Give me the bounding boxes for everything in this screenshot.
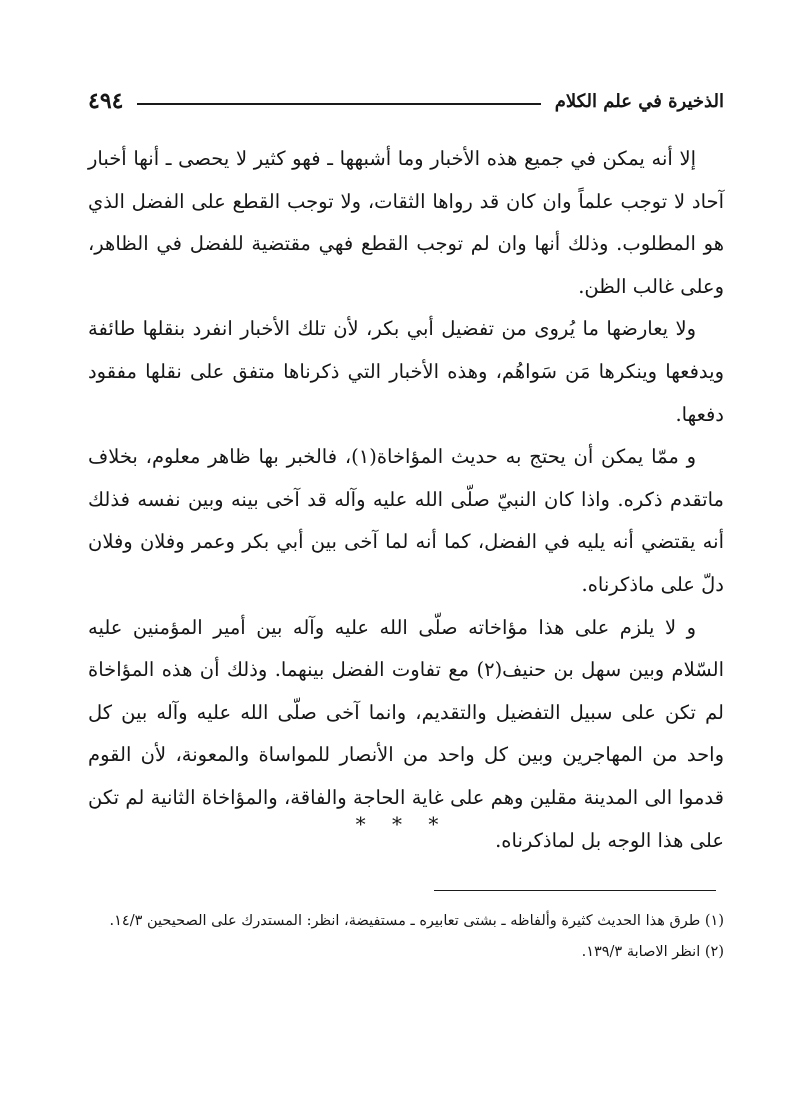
footnote: (١) طرق هذا الحديث كثيرة وألفاظه ـ بشتى تعابيره ـ مستفيضة، انظر: المستدرك على الصحيحين ١٤/٣. (109, 913, 724, 929)
paragraph: إلا أنه يمكن في جميع هذه الأخبار وما أشبهها ـ فهو كثير لا يحصى ـ أنها أخبار آحاد لا توجب علماً وان كان قد رواها الثقات، ولا توجب القطع على الفضل الذي هو المطلوب. وذلك أنها وان لم توجب القطع فهي مقتضية للفضل في الظاهر، وعلى غالب الظن. (88, 147, 724, 298)
section-separator: * * * (355, 812, 449, 836)
header-rule (137, 103, 540, 105)
footnote-rule (434, 890, 716, 891)
page-number: ٤٩٤ (88, 88, 124, 114)
paragraph: ولا يعارضها ما يُروى من تفضيل أبي بكر، لأن تلك الأخبار انفرد بنقلها طائفة ويدفعها وينكرها مَن سَواهُم، وهذه الأخبار التي ذكرناها متفق على نقلها مفقود دفعها. (88, 317, 724, 426)
running-title: الذخيرة في علم الكلام (554, 90, 724, 112)
paragraph: و لا يلزم على هذا مؤاخاته صلّى الله عليه وآله بين أمير المؤمنين عليه السّلام وبين سهل بن حنيف(٢) مع تفاوت الفضل بينهما. وذلك أن هذه المؤاخاة لم تكن على سبيل التفضيل والتقديم، وانما آخى صلّى الله عليه وآله بين كل واحد من المهاجرين وبين كل واحد من الأنصار للمواساة والمعونة، لأن القوم قدموا الى المدينة مقلين وهم على غاية الحاجة والفاقة، والمؤاخاة الثانية لم تكن على هذا الوجه بل لماذكرناه. (88, 615, 725, 852)
paragraph: و ممّا يمكن أن يحتج به حديث المؤاخاة(١)، فالخبر بها ظاهر معلوم، بخلاف ماتقدم ذكره. واذا كان النبيّ صلّى الله عليه وآله قد آخى بينه وبين نفسه فذلك أنه يقتضي أنه يليه في الفضل، كما أنه لما آخى بين أبي بكر وعمر وفلان وفلان دلّ على ماذكرناه. (88, 445, 724, 596)
footnotes (88, 906, 724, 968)
main-text (88, 138, 724, 862)
footnote: (٢) انظر الاصابة ١٣٩/٣. (581, 944, 724, 960)
page-header (88, 84, 724, 118)
